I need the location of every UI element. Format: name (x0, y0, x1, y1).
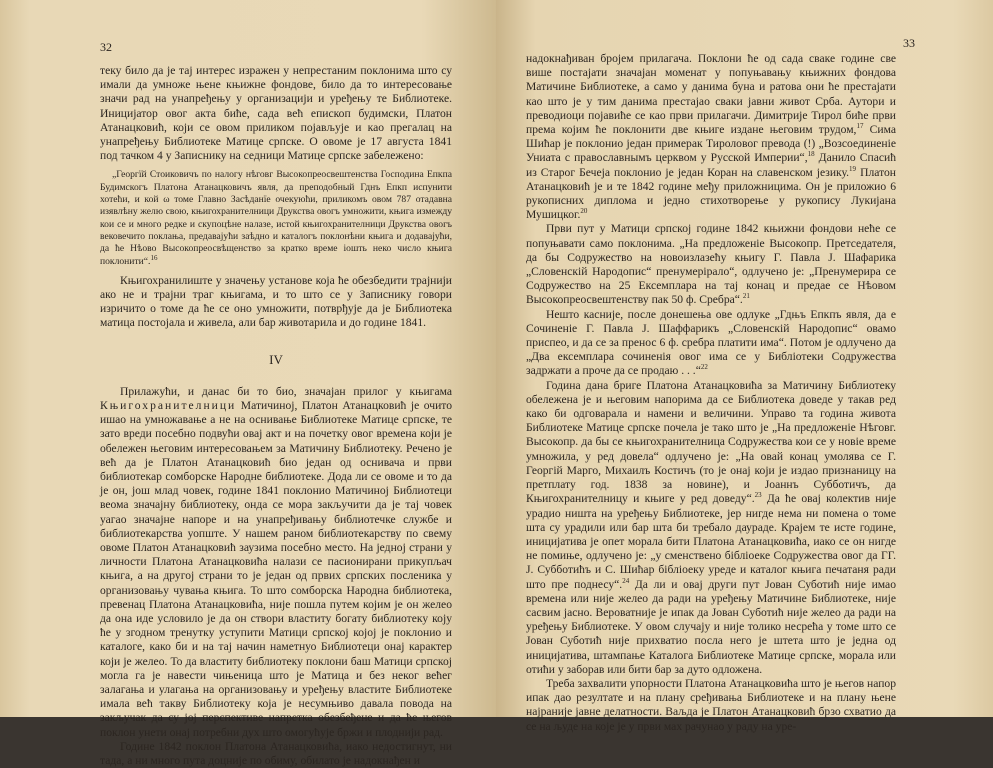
page-number: 33 (903, 36, 915, 50)
footnote-ref: 18 (807, 150, 815, 159)
text-run: Да ли и овај други пут Јован Суботић није имао времена или није желео да ради на уређењу Матичине Библиотеке, није сасвим јасно. Вероватније је ипак да Јован Суботић није желео да ради на уређењу Библиотеке. У овом случају и није толико несрећа у томе што се Јован Суботић није прихватио посла него је штета што је једна од иницијатива, штампање Каталога Библиотеке Матице српске, морала или отићи у заборав или бити бар за дуто одложена. (526, 577, 896, 676)
quote-text: „Георгїй Стоиковичъ по налогу нѣговг Высокопреосвештенства Господина Епкпа Будимскогъ Платона Атанацковичъ явля, да преподобный Гднъ Епкп испунити хотећи, и кой ω томе Главно Засѣданїе очекуюћи, приликомъ овом 787 отадавна изявлѣну желю свою, књигохранителници Друкства овогъ умножити, књига измежду кои се и много редке и скупоцѣне налазе, истой књигохранителници Друкства овогъ вековечито поклања, предавајући заѣдно и каталогъ поклонѣни књига и додавајући, да ће Нѣово Высокопреосвѣщенство за кратко време іошть неко число књига поклонити“. (100, 169, 452, 267)
page-number: 32 (100, 40, 112, 54)
footnote-ref: 21 (742, 292, 750, 301)
paragraph: Треба захвалити упорности Платона Атанацковића што је његов напор ипак дао резултате и на плану сређивања Библиотеке и на плану њене најраније јавне делатности. Ваљда је Платон Атанацковић брзо схватио да се на људе на које је у први мах рачунао у раду на уре- (526, 676, 896, 733)
footnote-ref: 19 (849, 164, 857, 173)
footnote-ref: 23 (754, 491, 762, 500)
text-run: Матичиној, Платон Атанацковић је очито ишао на умножавање а не на оснивање Библиотеке Матице српске, те зато вреди посебно подвући овај акт и на почетку овог времена који је обележен његовим интересовањем за Матичину Библиотеку. Речено је већ да је Платон Атанацковић био један од оснивача и први библиотекар сомборске Народне библиотеке. Дода ли се овоме и то да је он, још млад човек, године 1841 поклонио Матичиној Библиотеци веома значајну библиотеку, онда се мора закључити да је тај човек уагао значајне напоре и на унапређивању библиотечке службе и библиотекарства уопште. У нашем раном библиотекарству по свему овоме Платон Атанацковић заузима посебно место. На једној страни у личности Платона Атанацковића налази се пасионирани прикупљач књига, а на другој страни то је један од првих српских посленика у организовању чувања књига. То што сомборска Народна библиотека, превенац Платона Атанацковића, није пошла путем којим је он желео да она иде условило је да он створи властиту богату библиотеку коју ће у згодном тренутку уступити Матици српској којој је поклонио и каталоге, како би и на тај начин наметнуо Библиотеци онај карактер који је желео. То да властиту библиотеку поклони баш Матици српској могла га је навести чињеница што је Матица и без неког већег залагања и улагања на организовању и уређењу властите Библиотеке имала већ такву Библиотеку која је несумњиво давала повода на закључак да су јој перспективе напретка обезбеђене и да ће његов поклон унети онај потребни дух што омогућује бржи и плоднији рад. (100, 399, 452, 739)
paragraph (526, 52, 896, 222)
section-heading: IV (269, 351, 283, 367)
paragraph: теку било да је тај интерес изражен у непрестаним поклонима што су имали да умноже њене књижне фондове, било да то интересовање значи рад на унапређењу у организацији и уређењу те Библиотеке. Иницијатор овог акта биће, сада већ епископ будимски, Платон Атанацковић, који се овом приликом појављује и као прегалац на унапређењу Библиотеке Матице српске. О овоме је 17 августа 1841 под тачком 4 у Записнику на седници Матице српске забележено: (100, 64, 452, 163)
footnote-ref: 20 (580, 207, 588, 216)
paragraph: Године 1842 поклон Платона Атанацковића, иако недостигнут, ни тада, а ни много пута доцније по обиму, обилато је надокнађен и (100, 739, 452, 768)
page-body (526, 52, 896, 734)
left-page (0, 0, 496, 768)
block-quote (100, 169, 452, 267)
paragraph (526, 222, 896, 307)
text-run: надокнађиван бројем прилагача. Поклони ће од сада сваке године све више постајати значајан моменат у попуњавању књижних фондова Матичине Библиотеке, а само у данима буна и ратова они ће престајати као што је у тим данима престајао сваки јавни живот Срба. Аутори и преводиоци појавиће се као први прилагачи. Димитрије Тирол биће први према којим ће поклонити две књиге издане његовим трудом, (526, 52, 896, 137)
paragraph (526, 379, 896, 677)
text-run: Први пут у Матици српској године 1842 књижни фондови неће се попуњавати само поклонима. „На предложеніе Высокопр. Претседателя, да бы Содружество на новоизлазећу књигу Г. Павла Ј. Шафарика „Словенскій Народопис“ пренумерірало“, одлучено је: „Пренумерира се Содружество на 25 Ексемплара на тај конац и предае се Нѣовом Высокопреосвештенству пак 50 ф. Сребра“. (526, 222, 896, 307)
text-run: Прилажући, и данас би то био, значајан прилог у књигама (120, 384, 452, 398)
text-run: Сима Шићар је поклонио један примерак Тироловог превода (!) „Возсоединеніе Униата с православнымъ церквом у Русской Империи“, (526, 123, 896, 165)
text-run: Платон Атанацковић је и те 1842 године међу приложницима. Он је приложио 6 рукописних диплома и једно стихотворење у рукопису Лукијана Мушицког. (526, 165, 896, 222)
footnote-ref: 16 (150, 253, 158, 262)
paragraph (100, 385, 452, 740)
footnote-ref: 17 (856, 122, 864, 131)
text-run: Данило Спасић из Старог Бечеја поклонио је један Коран на славенском језику. (526, 151, 896, 179)
text-run: Да ће овај колектив није урадио ништа на уређењу Библиотеке, јер нигде нема ни помена о томе шта су урадили или бар шта би требало даураде. Крајем те исте године, иницијатива је опет морала бити Платона Атанацковића, иако се он нигде не помиње, одлучено је: „у сменствено бібліоеке Содружества овог да ГГ. Ј. Субботићъ и С. Шићар бібліоеку уреде и каталог књига печатаня ради што пре поднесу“. (526, 492, 896, 591)
paragraph: Књигохранилиште у значењу установе која ће обезбедити трајнији ако не и трајни траг књигама, и то што се у Записнику говори изричито о томе да ће се оно умножити, потврђује да је Библиотека матица постојала и живела, али бар животарила и до године 1841. (100, 273, 452, 330)
footnote-ref: 24 (622, 576, 630, 585)
text-run: Нешто касније, после донешења ове одлуке „Гдњъ Епкпъ явля, да е Сочиненіе Г. Павла Ј. Шаффарикъ „Словенскій Народопис“ овамо приспео, и да се за пренос 6 ф. сребра платити има“. Потом је одлучено да „Два ексемплара сочиненія овог има се у Библіотеки Содружества задржати а проче да се продаю . . .“ (526, 307, 896, 378)
paragraph (526, 308, 896, 379)
footnote-ref: 22 (700, 363, 708, 372)
spaced-term: Књигохранителници (100, 399, 237, 413)
page-body (100, 64, 452, 768)
text-run: Година дана бриге Платона Атанацковића за Матичину Библиотеку обележена је и његовим напорима да се Библиотека доведе у такав ред како би одговарала и намени и величини. Управо та година живота Библиотеке Матице српске почела је тако што је „На предложеніе Нѣговг. Высокопр. да бы се књигохранителница Содружества кои се у новіе време умножила, у ред довела“ одлучено је: „На овай конац умолява се Г. Георгій Марго, Михаилъ Костичъ (то је онај који је издао признаницу на претплату год. 1838 за новине), и Јоаннъ Субботичъ, да Књигохранителницу и књиге у ред доведу“. (526, 378, 896, 506)
right-page (496, 0, 993, 733)
